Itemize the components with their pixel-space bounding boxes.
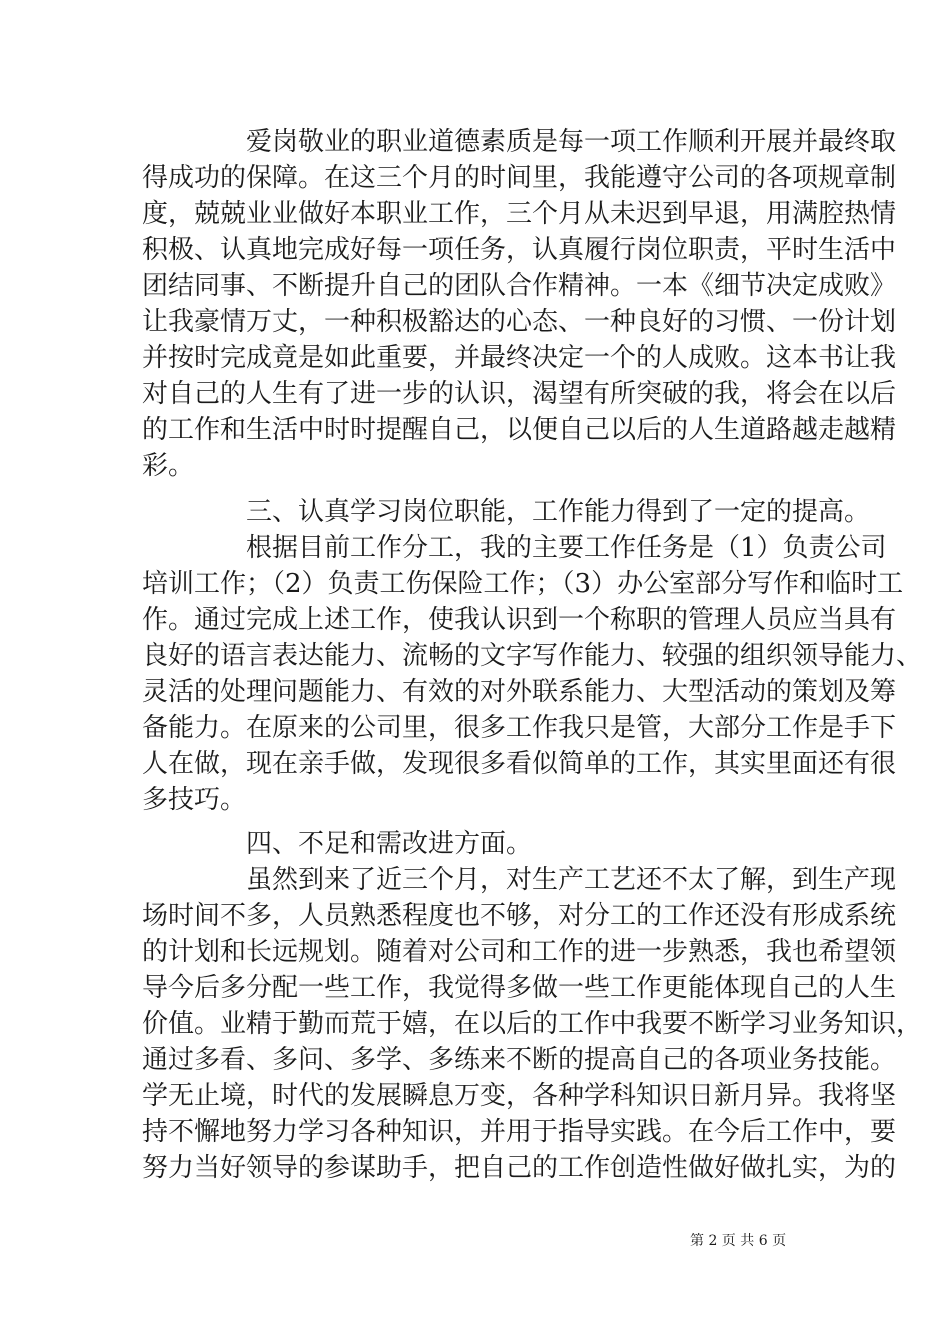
text-line: 良好的语言表达能力、流畅的文字写作能力、较强的组织领导能力、 — [142, 641, 923, 671]
text-line: 培训工作；（2）负责工伤保险工作；（3）办公室部分写作和临时工 — [142, 569, 904, 599]
text-line: 让我豪情万丈，一种积极豁达的心态、一种良好的习惯、一份计划 — [142, 307, 897, 337]
text-line: 虽然到来了近三个月，对生产工艺还不太了解，到生产现 — [246, 865, 897, 895]
text-line: 价值。业精于勤而荒于嬉，在以后的工作中我要不断学习业务知识， — [142, 1009, 923, 1039]
text-line: 努力当好领导的参谋助手，把自己的工作创造性做好做扎实，为的 — [142, 1153, 897, 1183]
text-line: 团结同事、不断提升自己的团队合作精神。一本《细节决定成败》 — [142, 271, 897, 301]
text-line: 度，兢兢业业做好本职业工作，三个月从未迟到早退，用满腔热情 — [142, 199, 897, 229]
text-line: 得成功的保障。在这三个月的时间里，我能遵守公司的各项规章制 — [142, 163, 897, 193]
text-line: 多技巧。 — [142, 785, 247, 815]
text-line: 的工作和生活中时时提醒自己，以便自己以后的人生道路越走越精 — [142, 415, 897, 445]
text-line: 的计划和长远规划。随着对公司和工作的进一步熟悉，我也希望领 — [142, 937, 897, 967]
text-line: 作。通过完成上述工作，使我认识到一个称职的管理人员应当具有 — [142, 605, 897, 635]
section-heading: 四、不足和需改进方面。 — [246, 829, 533, 859]
text-line: 根据目前工作分工，我的主要工作任务是（1）负责公司 — [246, 533, 887, 563]
text-line: 导今后多分配一些工作，我觉得多做一些工作更能体现自己的人生 — [142, 973, 897, 1003]
text-line: 对自己的人生有了进一步的认识，渴望有所突破的我，将会在以后 — [142, 379, 897, 409]
text-line: 备能力。在原来的公司里，很多工作我只是管，大部分工作是手下 — [142, 713, 897, 743]
section-heading: 三、认真学习岗位职能，工作能力得到了一定的提高。 — [246, 497, 871, 527]
text-line: 学无止境，时代的发展瞬息万变，各种学科知识日新月异。我将坚 — [142, 1081, 897, 1111]
text-line: 人在做，现在亲手做，发现很多看似简单的工作，其实里面还有很 — [142, 749, 897, 779]
text-line: 场时间不多，人员熟悉程度也不够，对分工的工作还没有形成系统 — [142, 901, 897, 931]
text-line: 彩。 — [142, 451, 195, 481]
text-line: 并按时完成竟是如此重要，并最终决定一个的人成败。这本书让我 — [142, 343, 897, 373]
text-line: 爱岗敬业的职业道德素质是每一项工作顺利开展并最终取 — [246, 127, 897, 157]
text-line: 持不懈地努力学习各种知识，并用于指导实践。在今后工作中，要 — [142, 1117, 897, 1147]
text-line: 通过多看、多问、多学、多练来不断的提高自己的各项业务技能。 — [142, 1045, 897, 1075]
page-number: 第 2 页 共 6 页 — [690, 1233, 787, 1249]
text-line: 灵活的处理问题能力、有效的对外联系能力、大型活动的策划及筹 — [142, 677, 897, 707]
text-line: 积极、认真地完成好每一项任务，认真履行岗位职责，平时生活中 — [142, 235, 897, 265]
